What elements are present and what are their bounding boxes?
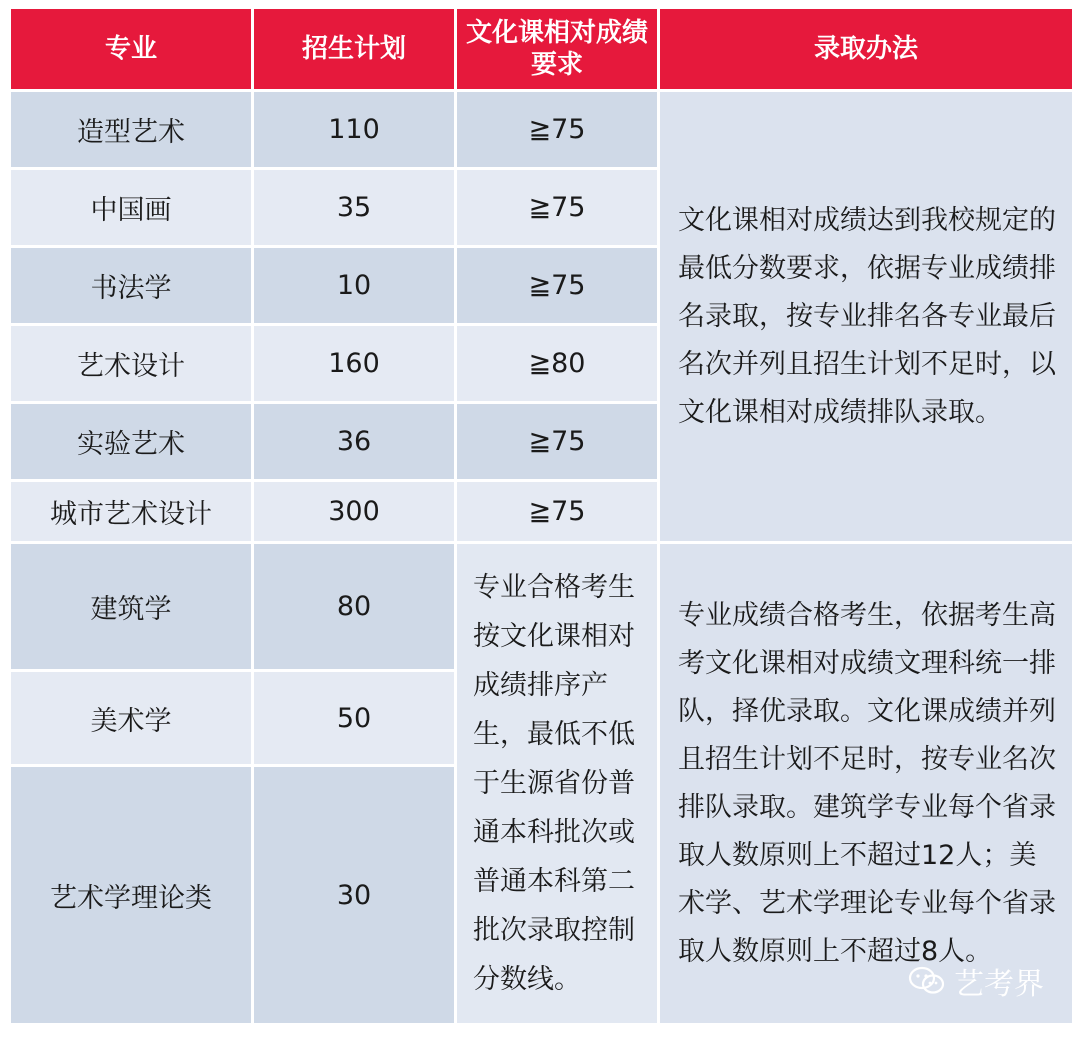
- plan-cell: 160: [254, 326, 454, 401]
- major-cell: 建筑学: [11, 544, 251, 669]
- requirement-cell: ≧75: [457, 404, 657, 479]
- plan-cell: 10: [254, 248, 454, 323]
- header-requirement: 文化课相对成绩要求: [457, 9, 657, 89]
- admission-table: [8, 6, 1075, 1026]
- admission-table-container: [8, 6, 1072, 1026]
- plan-cell: 50: [254, 672, 454, 764]
- requirement-cell: ≧75: [457, 92, 657, 167]
- requirement-cell: ≧75: [457, 248, 657, 323]
- major-cell: 实验艺术: [11, 404, 251, 479]
- major-cell: 城市艺术设计: [11, 482, 251, 541]
- major-cell: 造型艺术: [11, 92, 251, 167]
- major-cell: 美术学: [11, 672, 251, 764]
- header-row: [11, 9, 1072, 89]
- plan-cell: 80: [254, 544, 454, 669]
- major-cell: 中国画: [11, 170, 251, 245]
- header-method: 录取办法: [660, 9, 1072, 89]
- header-major: 专业: [11, 9, 251, 89]
- wechat-icon: [908, 966, 946, 996]
- table-row: [11, 544, 1072, 669]
- plan-cell: 36: [254, 404, 454, 479]
- method-cell-group1: 文化课相对成绩达到我校规定的最低分数要求，依据专业成绩排名录取，按专业排名各专业最后名次并列且招生计划不足时，以文化课相对成绩排队录取。: [660, 92, 1072, 541]
- major-cell: 书法学: [11, 248, 251, 323]
- plan-cell: 30: [254, 767, 454, 1023]
- plan-cell: 300: [254, 482, 454, 541]
- plan-cell: 110: [254, 92, 454, 167]
- major-cell: 艺术设计: [11, 326, 251, 401]
- major-cell: 艺术学理论类: [11, 767, 251, 1023]
- requirement-cell: ≧75: [457, 482, 657, 541]
- table-row: [11, 92, 1072, 167]
- header-plan: 招生计划: [254, 9, 454, 89]
- plan-cell: 35: [254, 170, 454, 245]
- method-cell-group2: 专业成绩合格考生，依据考生高考文化课相对成绩文理科统一排队，择优录取。文化课成绩并列且招生计划不足时，按专业名次排队录取。建筑学专业每个省录取人数原则上不超过12人；美术学、艺术学理论专业每个省录取人数原则上不超过8人。: [660, 544, 1072, 1023]
- watermark-text: 艺考界: [954, 967, 1044, 1002]
- requirement-cell: ≧75: [457, 170, 657, 245]
- requirement-cell-group2: 专业合格考生按文化课相对成绩排序产生，最低不低于生源省份普通本科批次或普通本科第二批次录取控制分数线。: [457, 544, 657, 1023]
- requirement-cell: ≧80: [457, 326, 657, 401]
- watermark: [908, 959, 1044, 1003]
